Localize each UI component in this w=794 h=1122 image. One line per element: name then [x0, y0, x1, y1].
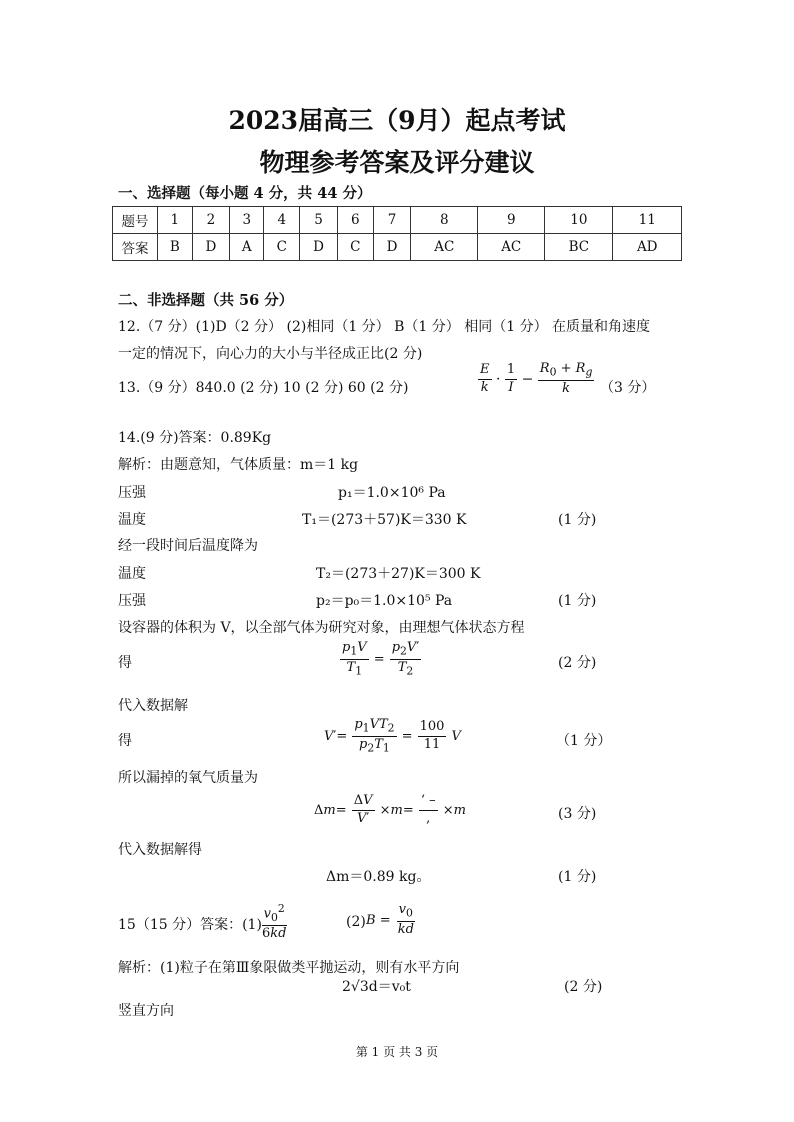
table-header-cell: 答案	[113, 234, 158, 261]
table-cell: B	[158, 234, 193, 261]
table-cell: C	[337, 234, 373, 261]
table-cell: D	[373, 234, 411, 261]
q14-setup: 设容器的体积为 V，以全部气体为研究对象，由理想气体状态方程	[118, 620, 525, 636]
q14-dm: Δm＝0.89 kg。	[326, 869, 431, 885]
table-cell: AC	[478, 234, 545, 261]
q14-score3: (2 分)	[558, 655, 597, 671]
table-cell: D	[192, 234, 230, 261]
q15-score1: (2 分)	[564, 979, 603, 995]
table-cell: C	[264, 234, 300, 261]
q14-label-temp: 温度	[118, 512, 146, 528]
q14-t2: T₂＝(273＋27)K＝300 K	[316, 566, 481, 582]
q14-volume-equation: V′= $\frac{p_1VT_2}{p_2T_1}$ = $\frac{100}{11}$ V	[324, 717, 461, 755]
q13-score: （3 分）	[600, 380, 656, 396]
page-footer: 第 1 页 共 3 页	[355, 1045, 439, 1059]
section2-heading: 二、非选择题（共 56 分）	[118, 292, 294, 309]
q14-leak: 所以漏掉的氧气质量为	[118, 770, 258, 786]
q15-analysis: 解析：(1)粒子在第Ⅲ象限做类平抛运动，则有水平方向	[118, 960, 460, 976]
table-cell: 8	[411, 207, 478, 234]
table-cell: A	[230, 234, 264, 261]
q15-answer-prefix: 15（15 分）答案：(1)	[118, 917, 262, 933]
table-cell: 10	[545, 207, 613, 234]
q14-de2: 得	[118, 733, 132, 749]
table-cell: 3	[230, 207, 264, 234]
q13-formula: $\frac{E}{k}$ · $\frac{1}{I}$ − $\frac{R_0 + R_g}{k}$	[480, 361, 593, 397]
table-cell: 4	[264, 207, 300, 234]
q13-text: 13.（9 分）840.0 (2 分) 10 (2 分) 60 (2 分)	[118, 380, 409, 396]
answer-table	[112, 206, 682, 261]
q15-answer2: B = $\frac{v_0}{kd}$	[366, 902, 414, 938]
q14-mass-equation: Δm= $\frac{\Delta V}{V'}$ ×m= $\frac{‘ -}{,}$ ×m	[314, 793, 466, 826]
q14-label-pressure2: 压强	[118, 593, 146, 609]
q14-de1: 得	[118, 655, 132, 671]
q14-state-equation: $\frac{p_1V}{T_1}$ = $\frac{p_2V'}{T_2}$	[342, 640, 420, 678]
table-cell: AD	[613, 234, 682, 261]
table-cell: 7	[373, 207, 411, 234]
section1-heading: 一、选择题（每小题 4 分，共 44 分）	[118, 185, 372, 202]
table-cell: 5	[300, 207, 338, 234]
q14-p2: p₂＝p₀＝1.0×10⁵ Pa	[316, 593, 453, 609]
q14-t1: T₁＝(273＋57)K＝330 K	[302, 512, 467, 528]
table-cell: AC	[411, 234, 478, 261]
q15-answer1: $\frac{v_0^2}{6kd}$	[262, 902, 287, 942]
table-row-numbers	[113, 207, 682, 234]
table-cell: 6	[337, 207, 373, 234]
q14-analysis: 解析：由题意知，气体质量：m＝1 kg	[118, 457, 359, 473]
q14-answer: 14.(9 分)答案：0.89Kg	[118, 430, 272, 446]
q14-score4: （1 分）	[556, 733, 612, 749]
table-cell: BC	[545, 234, 613, 261]
q14-score2: (1 分)	[558, 593, 597, 609]
q15-equation: 2√3d＝v₀t	[342, 979, 411, 995]
q15-answer-mid: (2)	[346, 914, 366, 930]
table-header-cell: 题号	[113, 207, 158, 234]
q12-line1: 12.（7 分）(1)D（2 分） (2)相同（1 分） B（1 分） 相同（1 分） 在质量和角速度	[118, 319, 651, 335]
table-cell: 1	[158, 207, 193, 234]
page-subtitle: 物理参考答案及评分建议	[259, 148, 535, 177]
table-cell: 11	[613, 207, 682, 234]
q14-score1: (1 分)	[558, 512, 597, 528]
q14-score5: (3 分)	[558, 806, 597, 822]
q12-line2: 一定的情况下，向心力的大小与半径成正比(2 分)	[118, 346, 423, 362]
table-cell: D	[300, 234, 338, 261]
q15-vertical: 竖直方向	[118, 1003, 174, 1019]
table-cell: 2	[192, 207, 230, 234]
q14-score6: (1 分)	[558, 869, 597, 885]
table-cell: 9	[478, 207, 545, 234]
q14-p1: p₁＝1.0×10⁶ Pa	[338, 485, 446, 501]
page-title: 2023届高三（9月）起点考试	[228, 106, 566, 135]
q14-substitute2: 代入数据解得	[118, 842, 202, 858]
q14-label-pressure: 压强	[118, 485, 146, 501]
table-row-answers	[113, 234, 682, 261]
q14-substitute: 代入数据解	[118, 698, 188, 714]
q14-label-temp2: 温度	[118, 566, 146, 582]
q14-after: 经一段时间后温度降为	[118, 538, 258, 554]
